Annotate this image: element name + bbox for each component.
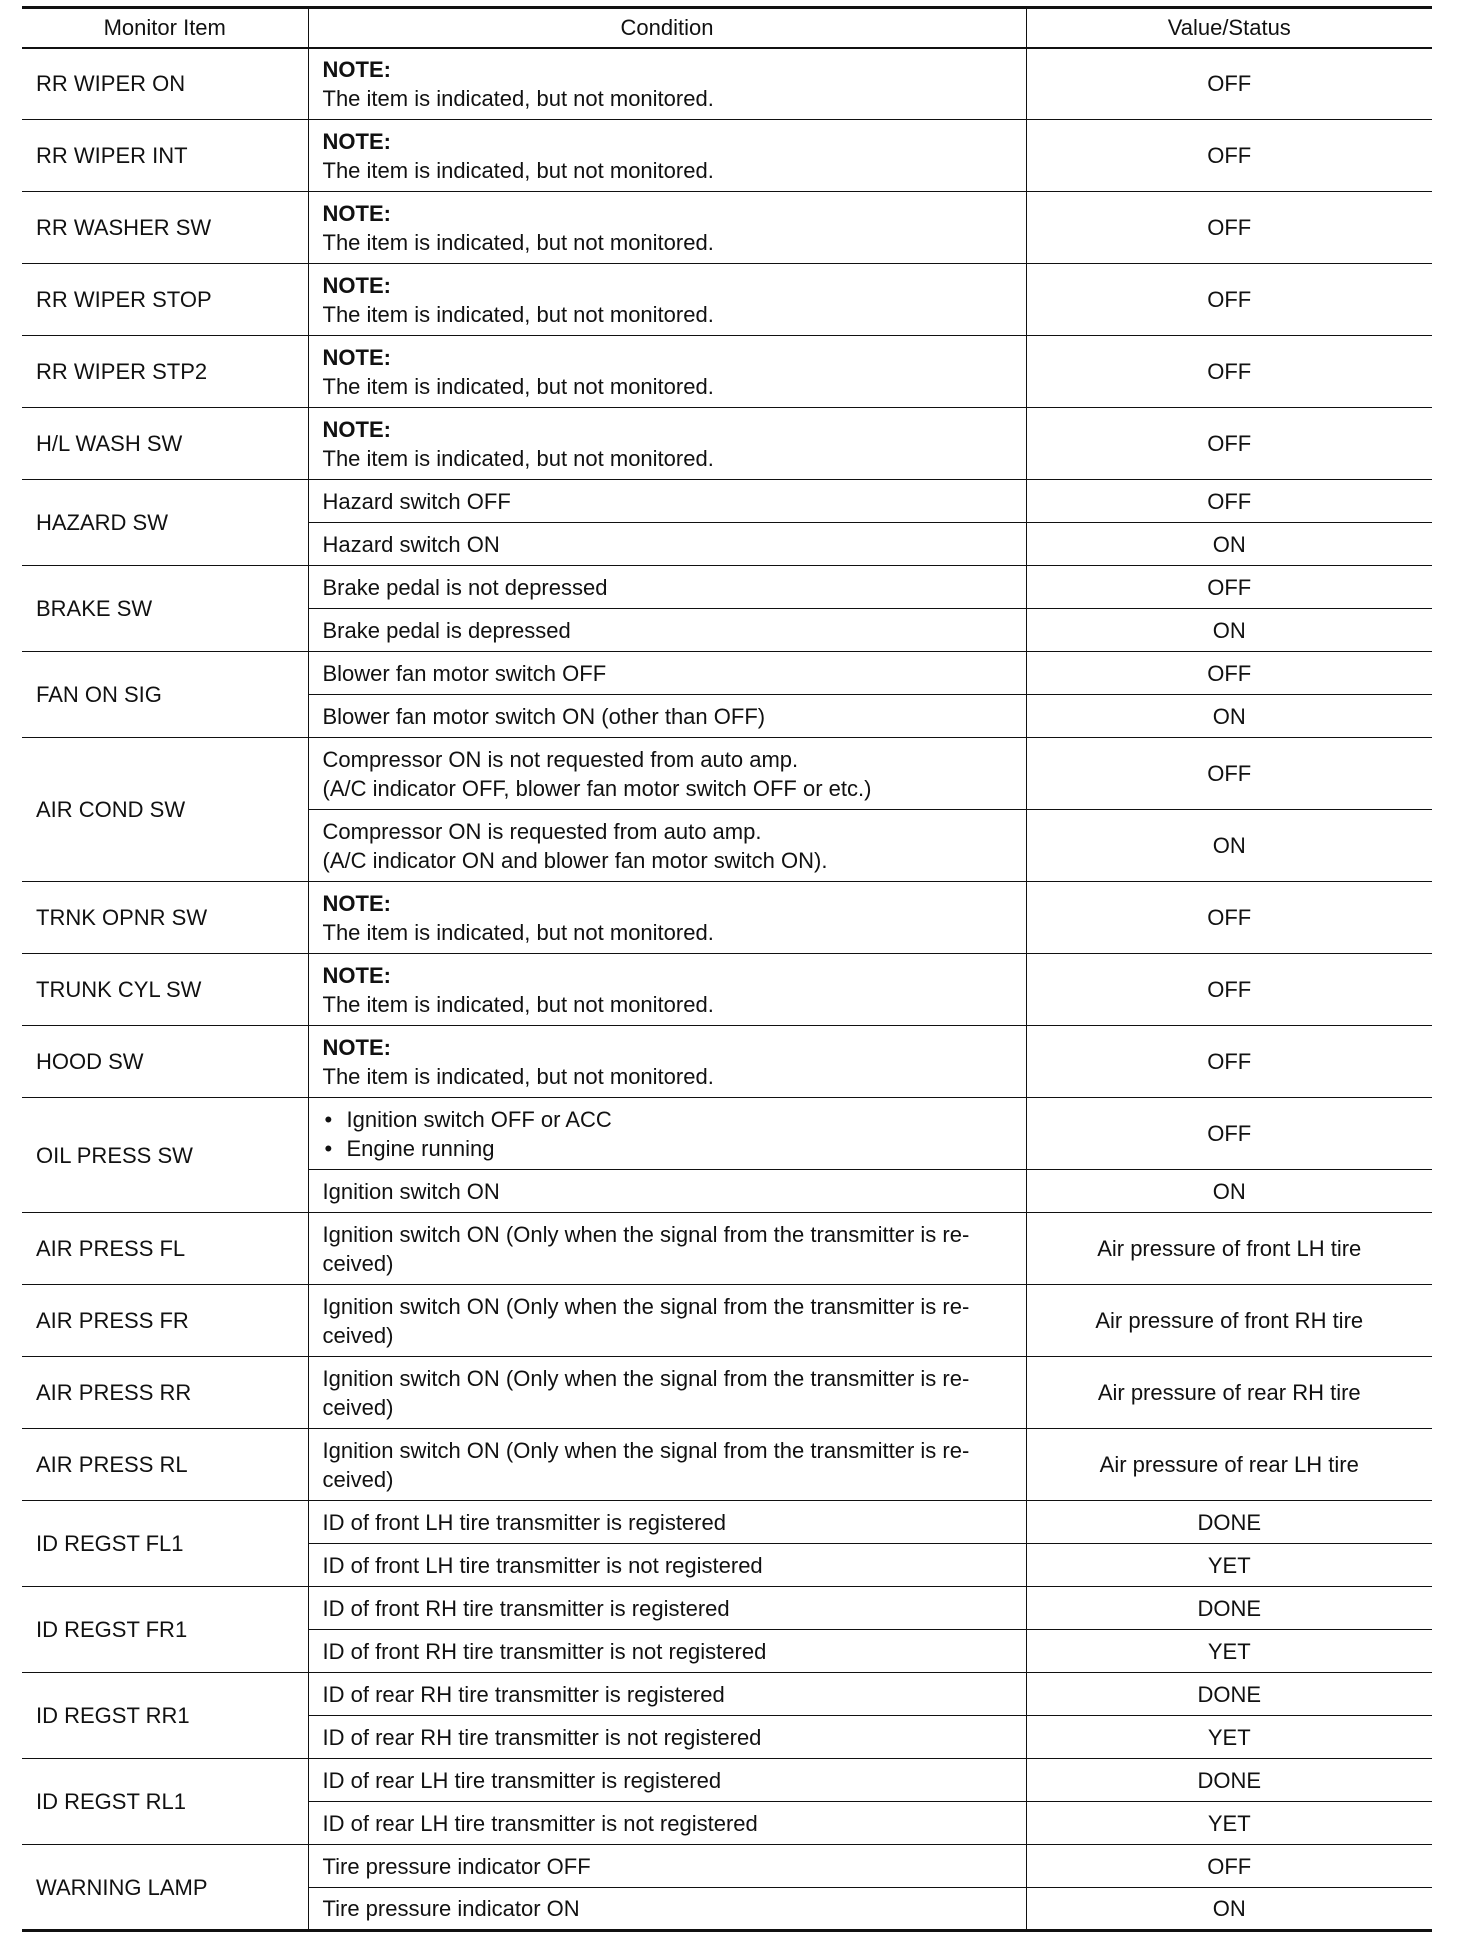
value-status: OFF xyxy=(1026,48,1432,120)
monitor-item-name: RR WIPER ON xyxy=(22,48,308,120)
table-row xyxy=(22,954,1432,1026)
condition-line: ceived) xyxy=(322,1466,394,1492)
monitor-item-name: ID REGST FL1 xyxy=(22,1501,308,1587)
monitor-item-name: AIR PRESS RL xyxy=(22,1429,308,1501)
condition-cell xyxy=(308,1429,1026,1501)
value-status: OFF xyxy=(1026,1845,1432,1888)
list-item xyxy=(323,1105,1018,1134)
table-row xyxy=(22,738,1432,810)
value-status: Air pressure of rear RH tire xyxy=(1026,1357,1432,1429)
value-status: DONE xyxy=(1026,1501,1432,1544)
value-status: Air pressure of front RH tire xyxy=(1026,1285,1432,1357)
value-status: OFF xyxy=(1026,192,1432,264)
monitor-item-name: AIR PRESS FR xyxy=(22,1285,308,1357)
table-row xyxy=(22,1357,1432,1429)
value-status: DONE xyxy=(1026,1759,1432,1802)
condition-cell: Blower fan motor switch OFF xyxy=(308,652,1026,695)
condition-bullet-list xyxy=(323,1105,1018,1163)
condition-line: Ignition switch ON (Only when the signal from the transmitter is re- xyxy=(322,1365,970,1391)
value-status: DONE xyxy=(1026,1673,1432,1716)
value-status: YET xyxy=(1026,1544,1432,1587)
condition-line: Ignition switch ON (Only when the signal from the transmitter is re- xyxy=(322,1221,970,1247)
condition-line: ceived) xyxy=(322,1250,394,1276)
value-status: OFF xyxy=(1026,264,1432,336)
monitor-item-name: RR WIPER STP2 xyxy=(22,336,308,408)
table-row xyxy=(22,1026,1432,1098)
header-value-status: Value/Status xyxy=(1026,8,1432,48)
table-row xyxy=(22,1429,1432,1501)
condition-cell xyxy=(308,882,1026,954)
note-text: The item is indicated, but not monitored. xyxy=(322,445,714,471)
bullet-icon: • xyxy=(324,1135,333,1161)
condition-cell: Ignition switch ON xyxy=(308,1170,1026,1213)
monitor-item-name: ID REGST FR1 xyxy=(22,1587,308,1673)
list-item xyxy=(323,1134,1018,1163)
condition-line: Compressor ON is not requested from auto amp. xyxy=(322,746,799,772)
value-status: OFF xyxy=(1026,882,1432,954)
note-heading: NOTE: xyxy=(322,890,391,916)
value-status: OFF xyxy=(1026,954,1432,1026)
condition-cell: ID of front RH tire transmitter is not registered xyxy=(308,1630,1026,1673)
condition-cell xyxy=(308,48,1026,120)
note-heading: NOTE: xyxy=(322,344,391,370)
table-row xyxy=(22,480,1432,523)
bullet-icon: • xyxy=(324,1106,333,1132)
monitor-item-table xyxy=(22,6,1432,1932)
table-row xyxy=(22,192,1432,264)
condition-cell xyxy=(308,954,1026,1026)
table-row xyxy=(22,1098,1432,1170)
header-condition: Condition xyxy=(308,8,1026,48)
value-status: ON xyxy=(1026,523,1432,566)
bullet-text: Engine running xyxy=(346,1135,495,1161)
note-text: The item is indicated, but not monitored. xyxy=(322,301,714,327)
condition-cell: ID of rear RH tire transmitter is registered xyxy=(308,1673,1026,1716)
header-monitor-item: Monitor Item xyxy=(22,8,308,48)
value-status: OFF xyxy=(1026,1098,1432,1170)
condition-cell xyxy=(308,336,1026,408)
condition-line: (A/C indicator OFF, blower fan motor switch OFF or etc.) xyxy=(322,775,872,801)
condition-cell: ID of rear LH tire transmitter is registered xyxy=(308,1759,1026,1802)
bullet-text: Ignition switch OFF or ACC xyxy=(346,1106,612,1132)
monitor-item-name: RR WIPER STOP xyxy=(22,264,308,336)
table-row xyxy=(22,1587,1432,1630)
condition-cell xyxy=(308,120,1026,192)
note-text: The item is indicated, but not monitored. xyxy=(322,85,714,111)
table-row xyxy=(22,566,1432,609)
note-heading: NOTE: xyxy=(322,962,391,988)
table-row xyxy=(22,48,1432,120)
monitor-table-container xyxy=(22,6,1432,1932)
monitor-item-name: TRUNK CYL SW xyxy=(22,954,308,1026)
condition-cell: Tire pressure indicator ON xyxy=(308,1888,1026,1931)
condition-cell xyxy=(308,1357,1026,1429)
table-row xyxy=(22,1501,1432,1544)
condition-cell xyxy=(308,192,1026,264)
table-row xyxy=(22,1213,1432,1285)
monitor-item-name: H/L WASH SW xyxy=(22,408,308,480)
monitor-item-name: TRNK OPNR SW xyxy=(22,882,308,954)
condition-line: ceived) xyxy=(322,1394,394,1420)
value-status: OFF xyxy=(1026,480,1432,523)
table-row xyxy=(22,120,1432,192)
value-status: OFF xyxy=(1026,566,1432,609)
condition-line: (A/C indicator ON and blower fan motor switch ON). xyxy=(322,847,828,873)
table-row xyxy=(22,264,1432,336)
table-row xyxy=(22,1285,1432,1357)
condition-cell: Brake pedal is not depressed xyxy=(308,566,1026,609)
note-heading: NOTE: xyxy=(322,272,391,298)
value-status: ON xyxy=(1026,695,1432,738)
monitor-item-name: FAN ON SIG xyxy=(22,652,308,738)
value-status: OFF xyxy=(1026,408,1432,480)
monitor-item-name: OIL PRESS SW xyxy=(22,1098,308,1213)
value-status: OFF xyxy=(1026,652,1432,695)
note-heading: NOTE: xyxy=(322,200,391,226)
value-status: Air pressure of rear LH tire xyxy=(1026,1429,1432,1501)
value-status: DONE xyxy=(1026,1587,1432,1630)
value-status: ON xyxy=(1026,810,1432,882)
note-heading: NOTE: xyxy=(322,1034,391,1060)
monitor-item-name: RR WIPER INT xyxy=(22,120,308,192)
table-row xyxy=(22,882,1432,954)
note-heading: NOTE: xyxy=(322,416,391,442)
note-heading: NOTE: xyxy=(322,128,391,154)
condition-cell xyxy=(308,264,1026,336)
value-status: ON xyxy=(1026,1170,1432,1213)
value-status: YET xyxy=(1026,1716,1432,1759)
monitor-item-name: HAZARD SW xyxy=(22,480,308,566)
condition-cell: Brake pedal is depressed xyxy=(308,609,1026,652)
condition-cell xyxy=(308,1098,1026,1170)
note-text: The item is indicated, but not monitored. xyxy=(322,229,714,255)
note-text: The item is indicated, but not monitored. xyxy=(322,157,714,183)
condition-cell: Tire pressure indicator OFF xyxy=(308,1845,1026,1888)
table-row xyxy=(22,652,1432,695)
monitor-item-name: BRAKE SW xyxy=(22,566,308,652)
condition-cell xyxy=(308,810,1026,882)
monitor-item-name: AIR PRESS FL xyxy=(22,1213,308,1285)
note-heading: NOTE: xyxy=(322,56,391,82)
monitor-item-name: ID REGST RL1 xyxy=(22,1759,308,1845)
table-row xyxy=(22,1759,1432,1802)
condition-cell: ID of rear LH tire transmitter is not registered xyxy=(308,1802,1026,1845)
value-status: OFF xyxy=(1026,120,1432,192)
value-status: OFF xyxy=(1026,738,1432,810)
table-row xyxy=(22,336,1432,408)
condition-cell: ID of front RH tire transmitter is registered xyxy=(308,1587,1026,1630)
condition-line: Compressor ON is requested from auto amp. xyxy=(322,818,762,844)
value-status: OFF xyxy=(1026,336,1432,408)
note-text: The item is indicated, but not monitored. xyxy=(322,991,714,1017)
value-status: Air pressure of front LH tire xyxy=(1026,1213,1432,1285)
condition-cell: ID of front LH tire transmitter is registered xyxy=(308,1501,1026,1544)
value-status: ON xyxy=(1026,609,1432,652)
condition-cell xyxy=(308,408,1026,480)
condition-cell xyxy=(308,1213,1026,1285)
condition-line: Ignition switch ON (Only when the signal from the transmitter is re- xyxy=(322,1293,970,1319)
condition-line: ceived) xyxy=(322,1322,394,1348)
condition-cell xyxy=(308,1026,1026,1098)
monitor-item-name: WARNING LAMP xyxy=(22,1845,308,1931)
table-row xyxy=(22,1673,1432,1716)
value-status: YET xyxy=(1026,1802,1432,1845)
note-text: The item is indicated, but not monitored. xyxy=(322,373,714,399)
note-text: The item is indicated, but not monitored. xyxy=(322,919,714,945)
monitor-item-name: HOOD SW xyxy=(22,1026,308,1098)
condition-cell: ID of rear RH tire transmitter is not registered xyxy=(308,1716,1026,1759)
table-header-row xyxy=(22,8,1432,48)
condition-cell xyxy=(308,738,1026,810)
value-status: OFF xyxy=(1026,1026,1432,1098)
monitor-item-name: AIR COND SW xyxy=(22,738,308,882)
value-status: ON xyxy=(1026,1888,1432,1931)
monitor-item-name: RR WASHER SW xyxy=(22,192,308,264)
condition-cell: Blower fan motor switch ON (other than OFF) xyxy=(308,695,1026,738)
condition-line: Ignition switch ON (Only when the signal from the transmitter is re- xyxy=(322,1437,970,1463)
table-row xyxy=(22,1845,1432,1888)
monitor-item-name: ID REGST RR1 xyxy=(22,1673,308,1759)
value-status: YET xyxy=(1026,1630,1432,1673)
condition-cell xyxy=(308,1285,1026,1357)
note-text: The item is indicated, but not monitored. xyxy=(322,1063,714,1089)
condition-cell: Hazard switch ON xyxy=(308,523,1026,566)
table-row xyxy=(22,408,1432,480)
condition-cell: ID of front LH tire transmitter is not registered xyxy=(308,1544,1026,1587)
condition-cell: Hazard switch OFF xyxy=(308,480,1026,523)
monitor-item-name: AIR PRESS RR xyxy=(22,1357,308,1429)
